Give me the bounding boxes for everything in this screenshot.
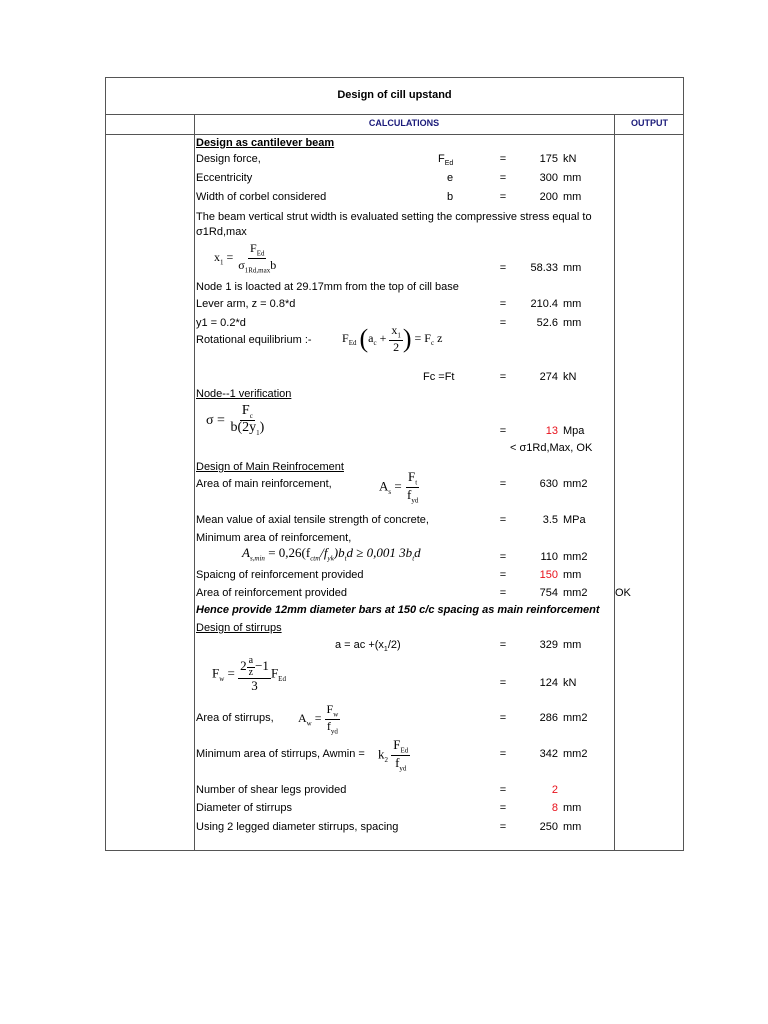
fw-formula: $F_w$ = 2 $\frac{a}{z}$ −1 3 $F_{Ed}$: [212, 655, 286, 693]
area-stirrups-unit: mm2: [563, 712, 588, 724]
eccentricity-symbol: e: [447, 172, 454, 184]
design-force-eq: =: [499, 153, 507, 165]
rotational-formula: $F_{Ed}$ ($a_c$ + $\frac{x_1}{2}$ ) = $F_c$ z: [342, 323, 443, 355]
y1-unit: mm: [563, 317, 582, 329]
a-formula: a = ac $+(x_1/2)$: [335, 639, 401, 654]
sigma-formula: σ = $\frac{F_c}{b(2y_1)}$: [206, 403, 265, 437]
area-provided-label: Area of reinforcement provided: [196, 587, 348, 599]
spacing-stirrups-label: Using 2 legged diameter stirrups, spacing: [196, 821, 399, 833]
a-unit: mm: [563, 639, 582, 651]
area-stirrups-formula: $A_w$ = $\frac{F_w}{f_{yd}}$: [298, 702, 339, 736]
fc-value: 274: [539, 371, 558, 383]
fw-eq: =: [499, 677, 507, 689]
spacing-stirrups-unit: mm: [563, 821, 582, 833]
sigma-unit: Mpa: [563, 425, 585, 437]
y1-label: y1 = 0.2*d: [196, 317, 246, 329]
calculation-sheet: [105, 77, 684, 851]
min-area-formula: $A_{s,min} = 0,26(f_{ctm}/f_{yk})b_td \ge 0,001$ $3b_td$: [242, 545, 421, 563]
y1-value: 52.6: [536, 317, 558, 329]
width-corbel-unit: mm: [563, 191, 582, 203]
lever-arm-label: Lever arm, z = 0.8*d: [196, 298, 296, 310]
eccentricity-unit: mm: [563, 172, 582, 184]
min-stirrups-formula: $k_2$ $\frac{F_{Ed}}{f_{yd}}$: [378, 737, 409, 773]
sigma-check: < σ1Rd,Max, OK: [510, 442, 593, 454]
sigma-value: 13: [545, 425, 558, 437]
fw-value: 124: [539, 677, 558, 689]
mean-tensile-unit: MPa: [563, 514, 586, 526]
shear-legs-value: 2: [551, 784, 558, 796]
min-area-value: 110: [540, 551, 558, 563]
lever-arm-value: 210.4: [530, 298, 558, 310]
eccentricity-value: 300: [539, 172, 558, 184]
diam-stirrups-eq: =: [499, 802, 507, 814]
shear-legs-label: Number of shear legs provided: [196, 784, 347, 796]
min-stirrups-value: 342: [539, 748, 558, 760]
sheet-title: Design of cill upstand: [337, 89, 452, 101]
spacing-provided-label: Spaicng of reinforcement provided: [196, 569, 364, 581]
x1-unit: mm: [563, 262, 582, 274]
min-area-label: Minimum area of reinforcement,: [196, 532, 352, 544]
node1-text: Node 1 is loacted at 29.17mm from the top of cill base: [196, 281, 459, 293]
column-divider-right: [614, 114, 615, 850]
y1-eq: =: [499, 317, 507, 329]
eccentricity-eq: =: [499, 172, 507, 184]
spacing-stirrups-value: 250: [539, 821, 558, 833]
strut-text-line2: σ1Rd,max: [196, 226, 247, 238]
width-corbel-value: 200: [539, 191, 558, 203]
design-force-value: 175: [539, 153, 558, 165]
diam-stirrups-value: 8: [551, 802, 558, 814]
area-main-formula: $A_s$ = $\frac{F_t}{f_{yd}}$: [379, 469, 419, 505]
area-main-label: Area of main reinforcement,: [196, 478, 332, 490]
section-main-reinforcement: Design of Main Reinfrocement: [196, 461, 344, 473]
output-header: OUTPUT: [631, 118, 668, 128]
spacing-provided-unit: mm: [563, 569, 582, 581]
mean-tensile-value: 3.5: [542, 514, 558, 526]
width-corbel-eq: =: [499, 191, 507, 203]
min-stirrups-label: Minimum area of stirrups, Awmin =: [196, 748, 365, 760]
area-provided-eq: =: [499, 587, 507, 599]
spacing-provided-eq: =: [499, 569, 507, 581]
min-area-unit: mm2: [563, 551, 588, 563]
area-main-unit: mm2: [563, 478, 588, 490]
width-corbel-label: Width of corbel considered: [196, 191, 327, 203]
sigma-eq: =: [499, 425, 507, 437]
a-value: 329: [539, 639, 558, 651]
design-force-unit: kN: [563, 153, 577, 165]
mean-tensile-label: Mean value of axial tensile strength of concrete,: [196, 514, 429, 526]
eccentricity-label: Eccentricity: [196, 172, 253, 184]
section-node-verification: Node--1 verification: [196, 388, 292, 400]
fc-symbol: Fc =Ft: [423, 371, 455, 383]
design-force-label: Design force,: [196, 153, 261, 165]
spacing-provided-value: 150: [539, 569, 558, 581]
area-provided-output: OK: [615, 587, 631, 599]
min-stirrups-unit: mm2: [563, 748, 588, 760]
fw-unit: kN: [563, 677, 577, 689]
a-eq: =: [499, 639, 507, 651]
strut-text-line1: The beam vertical strut width is evaluated setting the compressive stress equal to: [196, 211, 592, 223]
x1-value: 58.33: [530, 262, 558, 274]
area-stirrups-value: 286: [539, 712, 558, 724]
rotational-label: Rotational equilibrium :-: [196, 334, 312, 346]
min-area-eq: =: [499, 551, 507, 563]
area-provided-value: 754: [539, 587, 558, 599]
lever-arm-unit: mm: [563, 298, 582, 310]
lever-arm-eq: =: [499, 298, 507, 310]
title-divider: [106, 114, 683, 115]
section-cantilever: Design as cantilever beam: [196, 137, 335, 149]
min-stirrups-eq: =: [499, 748, 507, 760]
fc-eq: =: [499, 371, 507, 383]
x1-eq: =: [499, 262, 507, 274]
area-provided-unit: mm2: [563, 587, 588, 599]
width-corbel-symbol: b: [447, 191, 454, 203]
column-divider-left: [194, 114, 195, 850]
hence-statement: Hence provide 12mm diameter bars at 150 c/c spacing as main reinforcement: [196, 604, 600, 616]
diam-stirrups-label: Diameter of stirrups: [196, 802, 292, 814]
area-main-value: 630: [539, 478, 558, 490]
calculations-header: CALCULATIONS: [368, 118, 440, 128]
diam-stirrups-unit: mm: [563, 802, 582, 814]
spacing-stirrups-eq: =: [499, 821, 507, 833]
area-stirrups-eq: =: [499, 712, 507, 724]
section-stirrups: Design of stirrups: [196, 622, 282, 634]
area-stirrups-label: Area of stirrups,: [196, 712, 274, 724]
area-main-eq: =: [499, 478, 507, 490]
header-divider: [106, 134, 683, 135]
fc-unit: kN: [563, 371, 577, 383]
mean-tensile-eq: =: [499, 514, 507, 526]
x1-formula: $x_1$ = $\frac{F_{Ed}}{\sigma_{1Rd,max}b}$: [214, 241, 277, 275]
shear-legs-eq: =: [499, 784, 507, 796]
design-force-symbol: $F_{Ed}$: [438, 153, 454, 168]
